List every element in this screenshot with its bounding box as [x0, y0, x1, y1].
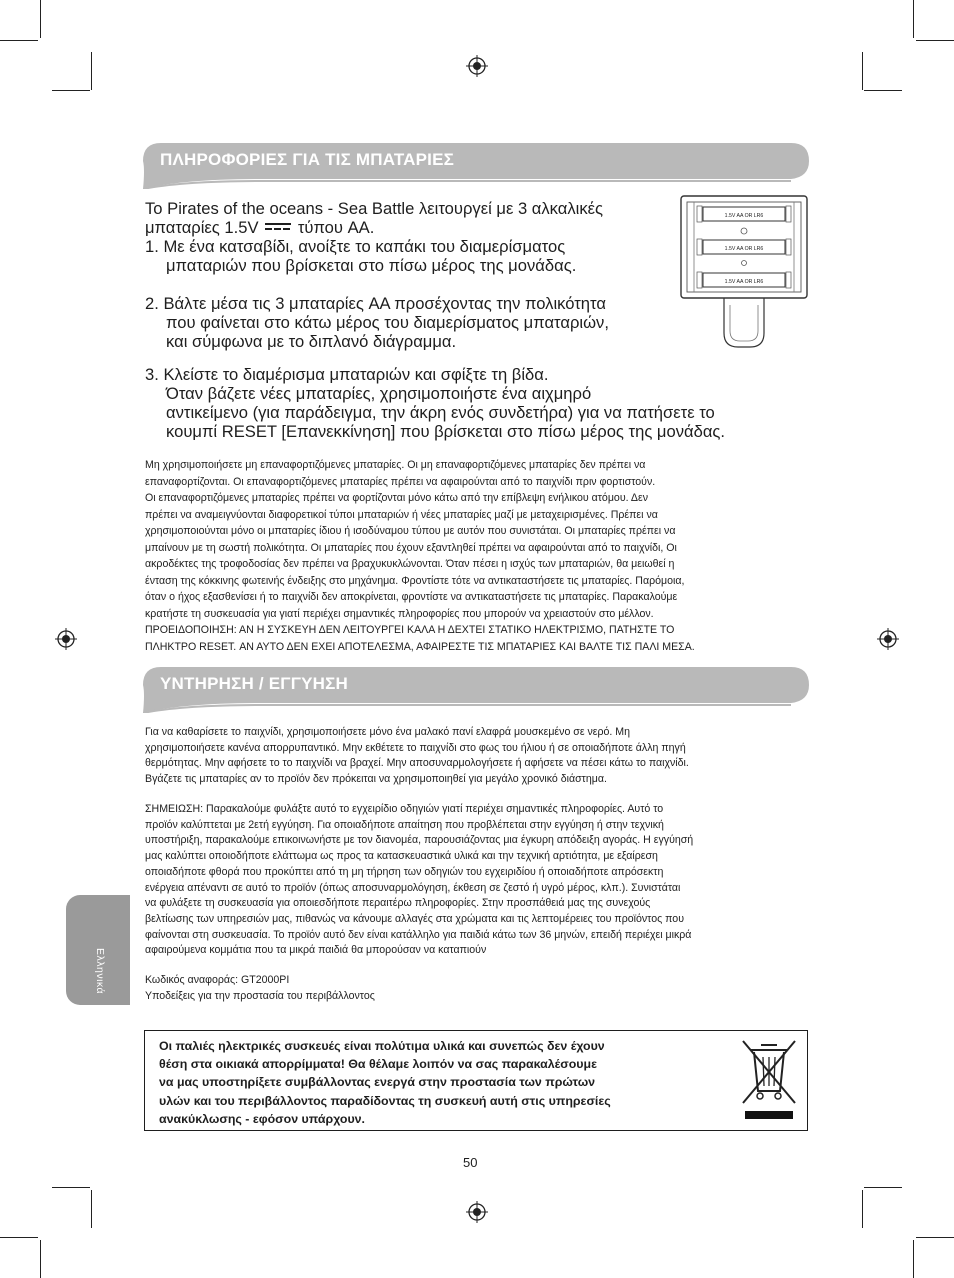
warning-line: χρησιμοποιούνται μόνο οι μπαταρίες ίδιου ή ισοδύναμου τύπου με αυτόν που συνιστάται. Οι μπαταρίες πρέπει να — [145, 525, 676, 537]
warning-line: Οι επαναφορτιζόμενες μπαταρίες πρέπει να φορτίζονται μόνο κάτω από την επίβλεψη ενήλικου ατόμου. Δεν — [145, 492, 649, 504]
environment-heading: Υποδείξεις για την προστασία του περιβάλλοντος — [145, 990, 375, 1002]
care-line: Βγάζετε τις μπαταρίες αν το προϊόν δεν πρόκειται να χρησιμοποιηθεί για μεγάλο χρονικό διάστημα. — [145, 773, 607, 786]
crop-mark — [862, 52, 863, 90]
warning-line: μπαίνουν με τη σωστή πολικότητα. Οι μπαταρίες που έχουν εξαντληθεί πρέπει να αφαιρούνται από το παιχνίδι, Οι — [145, 541, 677, 554]
battery-instructions — [145, 199, 685, 351]
intro-line — [145, 218, 685, 237]
battery-label-1: 1.5V AA OR LR6 — [724, 213, 764, 219]
care-text — [145, 725, 815, 788]
crop-mark — [0, 1237, 38, 1238]
note-line: βελτίωσης των υπηρεσιών μας, πιθανώς να κάνουμε αλλαγές στα χρώματα και τις λεπτομέρειες του προϊόντος που — [145, 912, 684, 925]
note-line: υποστήριξη, παρακαλούμε επικοινωνήστε με τον διανομέα, παρουσιάζοντας μια έγκυρη απόδειξη αγοράς. Η εγγύησή — [145, 834, 694, 847]
crop-mark — [91, 52, 92, 90]
notice-line: ανακύκλωσης - εφόσον υπάρχουν. — [159, 1111, 365, 1126]
crop-mark — [913, 0, 914, 38]
crop-mark — [913, 1240, 914, 1278]
crop-mark — [862, 1190, 863, 1228]
note-line: μας καλύπτει οποιοδήποτε ελάττωμα ως προς τα κατασκευαστικά υλικά και την τεχνική αρτιότητα, με εξαίρεση — [145, 850, 658, 863]
step-2: 2. Βάλτε μέσα τις 3 μπαταρίες AA προσέχοντας την πολικότητα — [145, 294, 606, 313]
notice-line: υλών και του περιβάλλοντος παραδίδοντας τη συσκευή αυτή στις υπηρεσίες — [159, 1093, 611, 1108]
crop-mark — [52, 90, 90, 91]
step-3-block — [145, 365, 805, 441]
registration-mark-icon — [877, 628, 899, 650]
battery-warning-text — [145, 457, 815, 655]
notice-line: να μας υποστηρίξετε συμβάλλοντας ενεργά στην προστασία των πρώτων — [159, 1075, 596, 1090]
note-line: αφαιρούμενα κομμάτια που τα μικρά παιδιά θα μπορούσαν να καταπιούν — [145, 944, 487, 957]
registration-mark-icon — [55, 628, 77, 650]
battery-label-2: 1.5V AA OR LR6 — [724, 246, 764, 252]
section-banner-batteries — [143, 143, 809, 179]
warning-line: ακροδέκτες της τροφοδοσίας δεν πρέπει να βραχυκυκλώνονται. Όταν πέσει η ισχύς των μπαταριών, θα μειωθεί η — [145, 558, 675, 570]
crop-mark — [40, 1240, 41, 1278]
section-title: ΠΛΗΡΟΦΟΡΙΕΣ ΓΙΑ ΤΙΣ ΜΠΑΤΑΡΙΕΣ — [160, 150, 455, 169]
battery-compartment-diagram — [680, 195, 808, 352]
warning-line: ΠΡΟΕΙΔΟΠΟΙΗΣΗ: ΑΝ Η ΣΥΣΚΕΥΗ ΔΕΝ ΛΕΙΤΟΥΡΓΕΙ ΚΑΛΑ Η ΔΕΧΤΕΙ ΣΤΑΤΙΚΟ ΗΛΕΚΤΡΙΣΜΟ, ΠΑΤΗΣΤΕ ΤΟ — [145, 624, 675, 636]
crop-mark — [52, 1187, 90, 1188]
warning-line: κρατήστε τη συσκευασία για γιατί περιέχει σημαντικές πληροφορίες που μπορούν να χρειαστούν στο μέλλον. — [145, 607, 654, 620]
note-line: προϊόν καλύπτεται με 2ετή εγγύηση. Για οποιαδήποτε απαίτηση που προβλέπεται στην εγγύηση ή στην τεχνική — [145, 818, 664, 831]
warning-line: πρέπει να αναμειγνύονται διαφορετικοί τύποι μπαταριών ή νέες μπαταρίες μαζί με μεταχειρισμένες. Πρέπει να — [145, 508, 658, 521]
care-line: χρησιμοποιήσετε κανένα απορρυπαντικό. Μην εκθέτετε το παιχνίδι στο φως του ήλιου ή σε οποιαδήποτε άλλη πηγή — [145, 741, 686, 754]
note-line: φαίνονται στη συσκευασία. Το προϊόν αυτό δεν είναι κατάλληλο για παιδιά κάτω των 36 μηνών, επειδή περιέχει μικρά — [145, 928, 692, 941]
notice-line: Οι παλιές ηλεκτρικές συσκευές είναι πολύτιμα υλικά και συνεπώς δεν έχουν — [159, 1039, 605, 1053]
crop-mark — [916, 40, 954, 41]
warning-line: όταν ο ήχος εξασθενίσει ή το παιχνίδι δεν αποκρίνεται, φροντίστε να αντικαταστήσετε τις μπαταρίες. Παρακαλούμε — [145, 591, 678, 603]
intro-line: To Pirates of the oceans - Sea Battle λειτουργεί με 3 αλκαλικές — [145, 199, 604, 218]
registration-mark-icon — [466, 1201, 488, 1223]
registration-mark-icon — [466, 55, 488, 77]
step-2-cont: και σύμφωνα με το διπλανό διάγραμμα. — [166, 332, 457, 351]
step-3: 3. Κλείστε το διαμέρισμα μπαταριών και σφίξτε τη βίδα. — [145, 365, 549, 384]
notice-line: θέση στα οικιακά απορρίμματα! Θα θέλαμε λοιπόν να σας παρακαλέσουμε — [159, 1057, 597, 1072]
warning-line: ΠΛΗΚΤΡΟ RESET. ΑΝ ΑΥΤΟ ΔΕΝ ΕΧΕΙ ΑΠΟΤΕΛΕΣΜΑ, ΑΦΑΙΡΕΣΤΕ ΤΙΣ ΜΠΑΤΑΡΙΕΣ ΚΑΙ ΒΑΛΤΕ ΤΙΣ ΠΑΛΙ ΜΕΣΑ. — [145, 640, 695, 653]
note-line: ενέργεια απέναντι σε αυτό το προϊόν (όπως αποσυναρμολόγηση, έκθεση σε ζεστό ή υγρό μέρος, κλπ.). Συνιστάται — [145, 881, 681, 894]
battery-label-3: 1.5V AA OR LR6 — [724, 279, 764, 285]
crop-mark — [91, 1190, 92, 1228]
care-line: θερμότητας. Μην αφήσετε το το παιχνίδι να βραχεί. Μην αποσυναρμολογήσετε ή αφήσετε να πέσει κάτω το παιχνίδι. — [145, 757, 689, 770]
warning-line: επαναφορτίζονται. Οι επαναφορτιζόμενες μπαταρίες πρέπει να αφαιρούνται από το παιχνίδι πριν φορτιστούν. — [145, 475, 656, 488]
crop-mark — [864, 1187, 902, 1188]
recycling-notice — [144, 1030, 808, 1131]
step-2-cont: που φαίνεται στο κάτω μέρος του διαμερίσματος μπαταριών, — [166, 313, 609, 332]
care-line: Για να καθαρίσετε το παιχνίδι, χρησιμοποιήσετε μόνο ένα μαλακό πανί ελαφρά μουσκεμένο σε νερό. Μη — [145, 726, 631, 738]
step-1-cont: μπαταριών που βρίσκεται στο πίσω μέρος της μονάδας. — [166, 256, 577, 275]
notice-text — [159, 1037, 739, 1128]
step-3-cont: αντικείμενο (για παράδειγμα, την άκρη ενός συνδετήρα) για να πατήσετε το — [166, 403, 715, 422]
step-1: 1. Με ένα κατσαβίδι, ανοίξτε το καπάκι του διαμερίσματος — [145, 237, 566, 256]
dc-symbol-icon — [263, 222, 293, 232]
note-line: να φυλάξετε τη συσκευασία για οποιεσδήποτε περαιτέρω πληροφορίες. Στην προσπάθειά μας της συνεχούς — [145, 897, 651, 910]
warning-line: Μη χρησιμοποιήσετε μη επαναφορτιζόμενες μπαταρίες. Οι μη επαναφορτιζόμενες μπαταρίες δεν πρέπει να — [145, 459, 646, 471]
crop-mark — [864, 90, 902, 91]
note-line: ΣΗΜΕΙΩΣΗ: Παρακαλούμε φυλάξτε αυτό το εγχειρίδιο οδηγιών γιατί περιέχει σημαντικές πληροφορίες. Αυτό το — [145, 803, 664, 815]
section-title: ΥΝΤΗΡΗΣΗ / ΕΓΓΥΗΣΗ — [160, 674, 349, 693]
note-line: οποιαδήποτε φθορά που προκύπτει από τη μη τήρηση των οδηγιών του εγχειριδίου ή οποιαδήποτε απρόσεκτη — [145, 865, 664, 878]
step-3-cont: Όταν βάζετε νέες μπαταρίες, χρησιμοποιήστε ένα αιχμηρό — [166, 384, 592, 403]
crop-mark — [40, 0, 41, 38]
language-tab-label: Ελληνικά — [94, 948, 106, 995]
weee-crossed-bin-icon — [739, 1039, 799, 1123]
warranty-text — [145, 802, 815, 959]
reference-block — [145, 972, 645, 1004]
warning-line: ένταση της κόκκινης φωτεινής ένδειξης στο μηχάνημα. Φροντίστε τότε να αντικαταστήσετε τις μπαταρίες. Παρόμοια, — [145, 574, 685, 587]
crop-mark — [0, 40, 38, 41]
section-banner-maintenance — [143, 667, 809, 703]
intro-text: τύπου AA. — [297, 218, 375, 237]
step-3-cont: κουμπί RESET [Επανεκκίνηση] που βρίσκεται στο πίσω μέρος της μονάδας. — [166, 422, 726, 441]
crop-mark — [916, 1237, 954, 1238]
reference-code: Κωδικός αναφοράς: GT2000PI — [145, 974, 290, 986]
page-number: 50 — [463, 1155, 478, 1170]
intro-text: μπαταρίες 1.5V — [145, 218, 259, 237]
